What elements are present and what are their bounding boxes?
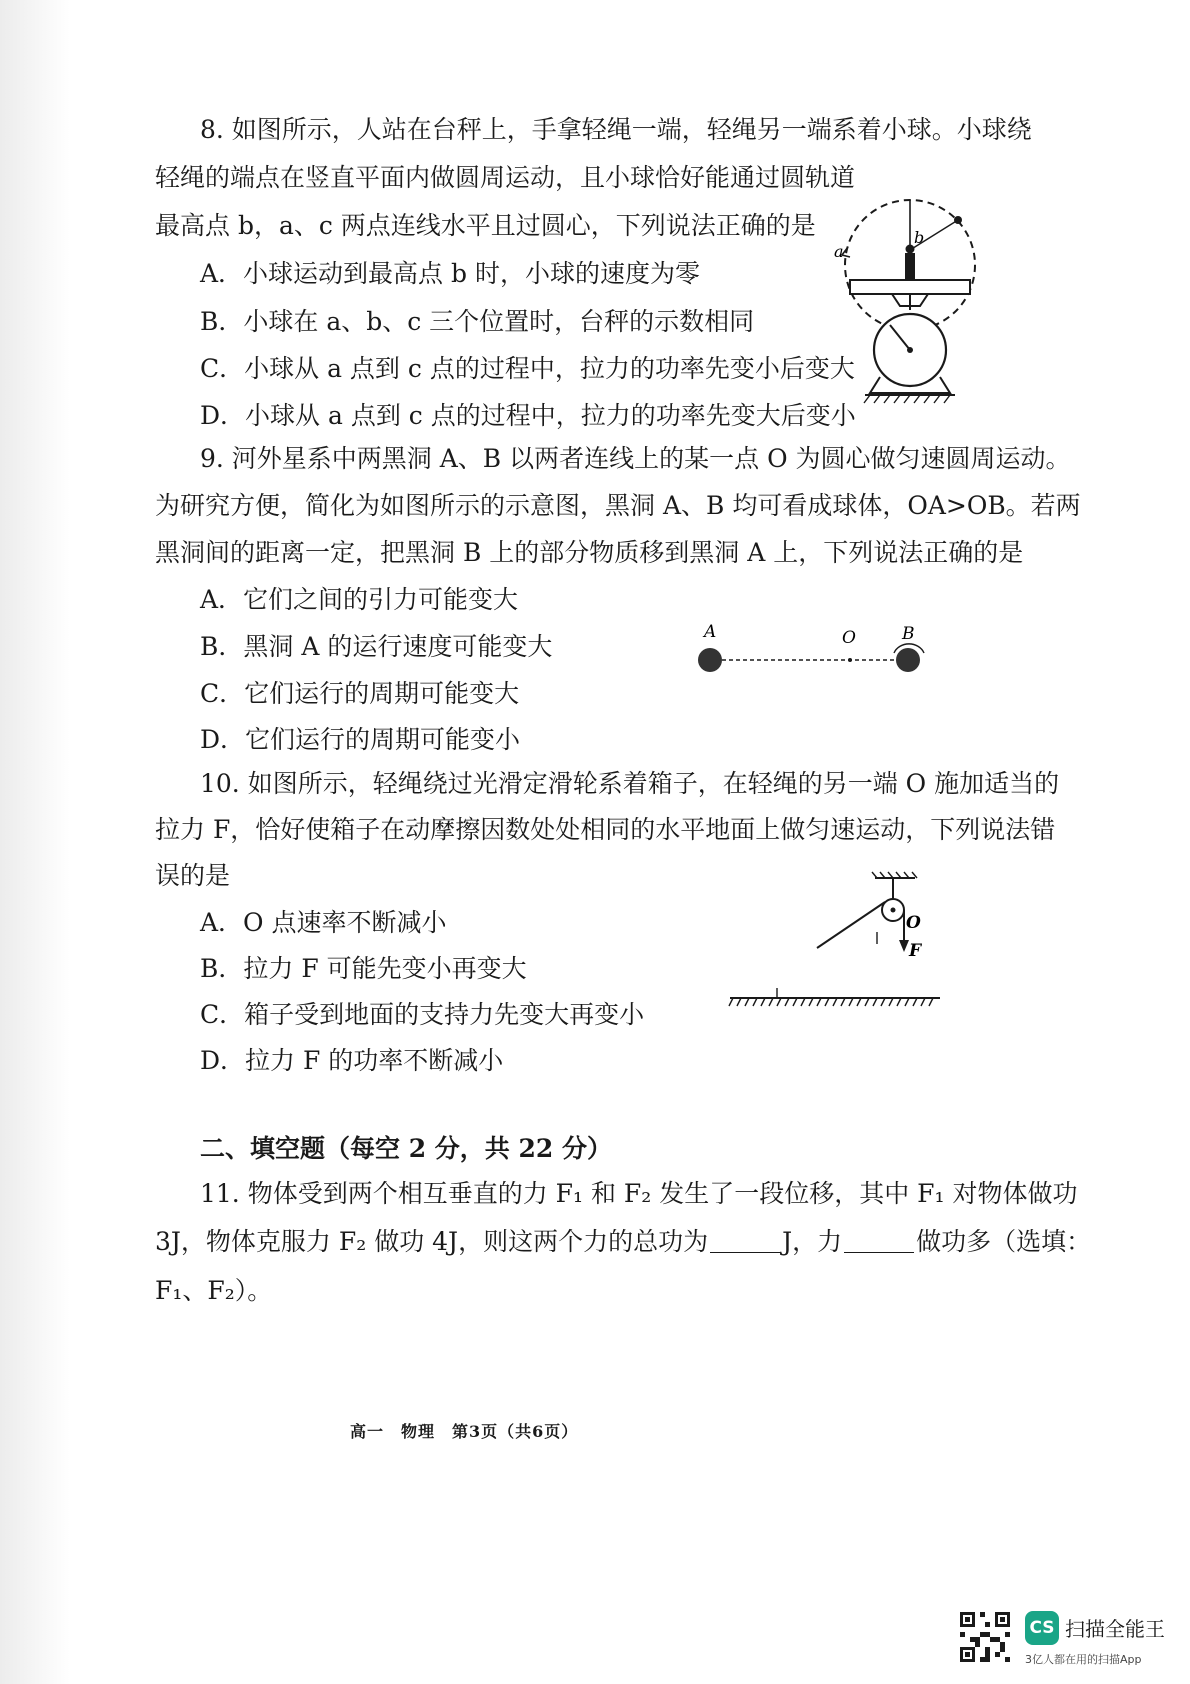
qr-code [960,1612,1010,1662]
q10-figure-label-o: O [906,913,921,933]
q9-line2: 为研究方便，简化为如图所示的示意图，黑洞 A、B 均可看成球体，OA>OB。若两 [155,491,1081,520]
q8-figure [834,185,1000,415]
q10-figure-label-f: F [909,941,922,961]
page-footer: 高一 物理 第3页（共6页） [350,1422,579,1441]
q10-line3: 误的是 [155,861,231,890]
q11-line2-part3: 做功多（选填： [916,1227,1092,1256]
scanner-brand-name: 扫描全能王 [1065,1617,1165,1641]
scanner-tagline: 3亿人都在用的扫描App [1025,1653,1142,1666]
q9-figure [690,615,940,685]
q9-line3: 黑洞间的距离一定，把黑洞 B 上的部分物质移到黑洞 A 上，下列说法正确的是 [155,538,1024,567]
q11-blank-2[interactable] [844,1228,914,1253]
q8-option-b: B．小球在 a、b、c 三个位置时，台秤的示数相同 [200,307,755,336]
q8-line3: 最高点 b，a、c 两点连线水平且过圆心，下列说法正确的是 [155,211,816,240]
q10-option-b: B．拉力 F 可能先变小再变大 [200,954,527,983]
q8-option-d: D．小球从 a 点到 c 点的过程中，拉力的功率先变大后变小 [200,401,856,430]
q9-figure-label-o: O [842,628,856,648]
q11-blank-1[interactable] [710,1228,780,1253]
q11-line1: 11. 物体受到两个相互垂直的力 F₁ 和 F₂ 发生了一段位移，其中 F₁ 对物体做功 [200,1179,1078,1208]
q11-line3: F₁、F₂）。 [155,1276,273,1305]
q8-option-c: C．小球从 a 点到 c 点的过程中，拉力的功率先变小后变大 [200,354,855,383]
q10-option-d: D．拉力 F 的功率不断减小 [200,1046,504,1075]
q9-figure-label-b: B [902,624,915,644]
q11-line2-part1: 3J，物体克服力 F₂ 做功 4J，则这两个力的总功为 [155,1227,709,1256]
q10-line1: 10. 如图所示，轻绳绕过光滑定滑轮系着箱子，在轻绳的另一端 O 施加适当的 [200,769,1060,798]
q10-line2: 拉力 F，恰好使箱子在动摩擦因数处处相同的水平地面上做匀速运动，下列说法错 [155,815,1056,844]
q11-line2 [155,1226,1091,1258]
q9-option-a: A．它们之间的引力可能变大 [200,585,519,614]
q10-option-c: C．箱子受到地面的支持力先变大再变小 [200,1000,645,1029]
q8-figure-label-b: b [914,228,925,247]
q11-line2-part2: J，力 [782,1227,843,1256]
q9-option-c: C．它们运行的周期可能变大 [200,679,520,708]
q9-option-b: B．黑洞 A 的运行速度可能变大 [200,632,553,661]
q9-line1: 9. 河外星系中两黑洞 A、B 以两者连线上的某一点 O 为圆心做匀速圆周运动。 [200,444,1071,473]
q8-option-a: A．小球运动到最高点 b 时，小球的速度为零 [200,259,700,288]
q8-line2: 轻绳的端点在竖直平面内做圆周运动，且小球恰好能通过圆轨道 [155,163,856,192]
q10-option-a: A．O 点速率不断减小 [200,908,447,937]
q8-figure-label-a: a [834,242,844,261]
q8-line1: 8. 如图所示，人站在台秤上，手拿轻绳一端，轻绳另一端系着小球。小球绕 [200,115,1032,144]
q9-figure-label-a: A [704,622,717,642]
q10-figure [725,870,955,1020]
page-edge-shadow [0,0,70,1684]
q9-option-d: D．它们运行的周期可能变小 [200,725,521,754]
scanner-logo-icon: CS [1025,1611,1059,1645]
section-2-title: 二、填空题（每空 2 分，共 22 分） [200,1134,613,1163]
